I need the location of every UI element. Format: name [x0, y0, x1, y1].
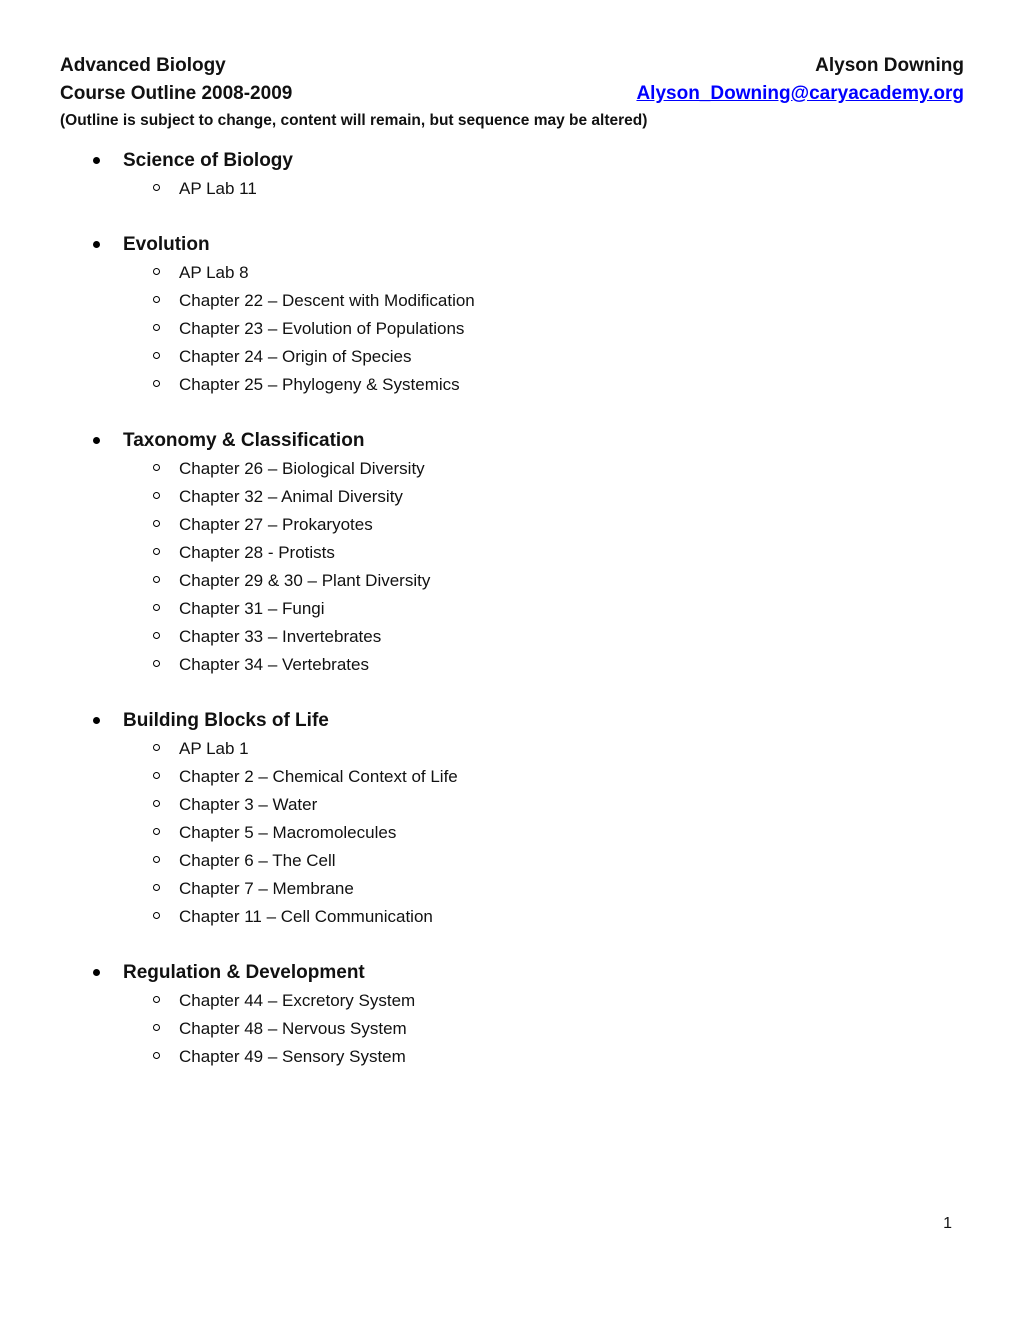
section-taxonomy-classification	[60, 427, 964, 679]
section-header	[60, 959, 964, 987]
list-item	[60, 987, 964, 1015]
section-title: Science of Biology	[123, 150, 293, 171]
list-item-text: Chapter 49 – Sensory System	[179, 1047, 406, 1066]
circle-bullet-icon	[153, 856, 160, 863]
course-title: Advanced Biology	[60, 55, 226, 76]
section-building-blocks-of-life	[60, 707, 964, 931]
list-item-text: Chapter 32 – Animal Diversity	[179, 487, 403, 506]
circle-bullet-icon	[153, 912, 160, 919]
list-item	[60, 567, 964, 595]
list-item-text: Chapter 11 – Cell Communication	[179, 907, 433, 926]
bullet-icon	[93, 437, 100, 444]
list-item-text: Chapter 7 – Membrane	[179, 879, 354, 898]
list-item	[60, 315, 964, 343]
header-row-1	[60, 52, 964, 80]
list-item-text: Chapter 34 – Vertebrates	[179, 655, 369, 674]
circle-bullet-icon	[153, 744, 160, 751]
section-science-of-biology	[60, 147, 964, 203]
circle-bullet-icon	[153, 352, 160, 359]
section-header	[60, 231, 964, 259]
circle-bullet-icon	[153, 548, 160, 555]
list-item	[60, 343, 964, 371]
bullet-icon	[93, 157, 100, 164]
circle-bullet-icon	[153, 464, 160, 471]
list-item-text: Chapter 29 & 30 – Plant Diversity	[179, 571, 431, 590]
list-item-text: Chapter 44 – Excretory System	[179, 991, 416, 1010]
circle-bullet-icon	[153, 828, 160, 835]
list-item-text: AP Lab 11	[179, 179, 257, 198]
section-header	[60, 147, 964, 175]
circle-bullet-icon	[153, 380, 160, 387]
circle-bullet-icon	[153, 324, 160, 331]
list-item	[60, 483, 964, 511]
list-item	[60, 539, 964, 567]
list-item-text: Chapter 25 – Phylogeny & Systemics	[179, 375, 460, 394]
list-item	[60, 371, 964, 399]
outline-note: (Outline is subject to change, content will remain, but sequence may be altered)	[60, 112, 648, 129]
list-item-text: Chapter 3 – Water	[179, 795, 318, 814]
list-item-text: Chapter 26 – Biological Diversity	[179, 459, 425, 478]
list-item	[60, 847, 964, 875]
page-number: 1	[943, 1215, 952, 1232]
circle-bullet-icon	[153, 800, 160, 807]
list-item-text: Chapter 6 – The Cell	[179, 851, 336, 870]
list-item	[60, 819, 964, 847]
circle-bullet-icon	[153, 1052, 160, 1059]
list-item	[60, 175, 964, 203]
list-item-text: AP Lab 8	[179, 263, 249, 282]
circle-bullet-icon	[153, 632, 160, 639]
bullet-icon	[93, 969, 100, 976]
section-regulation-development	[60, 959, 964, 1071]
list-item	[60, 455, 964, 483]
bullet-icon	[93, 717, 100, 724]
circle-bullet-icon	[153, 268, 160, 275]
list-item-text: Chapter 48 – Nervous System	[179, 1019, 407, 1038]
list-item-text: Chapter 33 – Invertebrates	[179, 627, 382, 646]
list-item-text: Chapter 22 – Descent with Modification	[179, 291, 475, 310]
list-item-text: Chapter 5 – Macromolecules	[179, 823, 397, 842]
section-title: Building Blocks of Life	[123, 710, 329, 731]
circle-bullet-icon	[153, 604, 160, 611]
document-header	[60, 52, 964, 134]
list-item	[60, 903, 964, 931]
circle-bullet-icon	[153, 576, 160, 583]
circle-bullet-icon	[153, 660, 160, 667]
list-item	[60, 875, 964, 903]
circle-bullet-icon	[153, 1024, 160, 1031]
list-item-text: Chapter 27 – Prokaryotes	[179, 515, 373, 534]
circle-bullet-icon	[153, 996, 160, 1003]
list-item	[60, 1015, 964, 1043]
list-item-text: AP Lab 1	[179, 739, 249, 758]
list-item	[60, 511, 964, 539]
course-outline-list	[60, 147, 964, 1071]
section-title: Regulation & Development	[123, 962, 365, 983]
list-item	[60, 259, 964, 287]
circle-bullet-icon	[153, 884, 160, 891]
section-header	[60, 707, 964, 735]
list-item	[60, 287, 964, 315]
circle-bullet-icon	[153, 184, 160, 191]
header-row-2	[60, 80, 964, 108]
list-item	[60, 735, 964, 763]
list-item-text: Chapter 23 – Evolution of Populations	[179, 319, 465, 338]
email-link[interactable]: Alyson_Downing@caryacademy.org	[636, 83, 964, 104]
section-title: Evolution	[123, 234, 210, 255]
section-header	[60, 427, 964, 455]
course-subtitle: Course Outline 2008-2009	[60, 83, 293, 104]
list-item	[60, 623, 964, 651]
section-title: Taxonomy & Classification	[123, 430, 365, 451]
list-item-text: Chapter 28 - Protists	[179, 543, 335, 562]
circle-bullet-icon	[153, 492, 160, 499]
circle-bullet-icon	[153, 296, 160, 303]
list-item	[60, 791, 964, 819]
list-item	[60, 763, 964, 791]
list-item-text: Chapter 2 – Chemical Context of Life	[179, 767, 458, 786]
list-item	[60, 1043, 964, 1071]
author-name: Alyson Downing	[815, 55, 964, 76]
bullet-icon	[93, 241, 100, 248]
section-evolution	[60, 231, 964, 399]
list-item	[60, 651, 964, 679]
circle-bullet-icon	[153, 772, 160, 779]
list-item	[60, 595, 964, 623]
list-item-text: Chapter 31 – Fungi	[179, 599, 325, 618]
list-item-text: Chapter 24 – Origin of Species	[179, 347, 412, 366]
circle-bullet-icon	[153, 520, 160, 527]
